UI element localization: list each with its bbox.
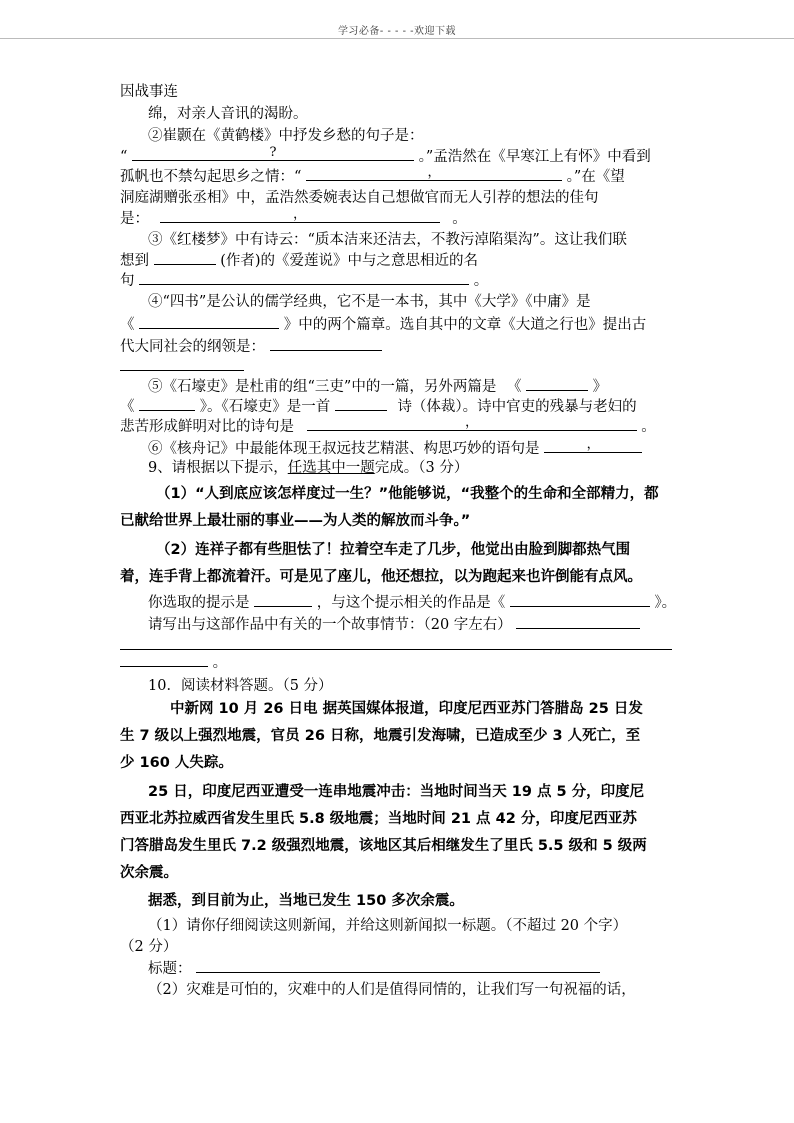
text-line xyxy=(120,166,625,187)
text-span: ⑤《石壕吏》是杜甫的组“三吏”中的一篇，另外两篇是 xyxy=(148,379,497,395)
blank-mark: ， xyxy=(586,437,600,452)
text-line xyxy=(120,416,656,437)
blank-mark: ， xyxy=(293,207,307,222)
text-span: ，与这个提示相关的作品是《 xyxy=(316,595,506,611)
blank-mark: ， xyxy=(465,415,479,430)
blank-line[interactable] xyxy=(139,396,195,411)
text-span: 。 xyxy=(212,655,228,671)
blank-line[interactable] xyxy=(306,166,562,181)
text-span: “ xyxy=(120,149,128,165)
blank-line[interactable] xyxy=(120,649,672,650)
text-span: 句 xyxy=(120,273,135,289)
text-span: (作者)的《爱莲说》中与之意思相近的名 xyxy=(220,253,479,269)
text-line: 绵，对亲人音讯的渴盼。 xyxy=(148,106,308,122)
text-line xyxy=(120,208,467,229)
text-span: 。”在《望 xyxy=(566,169,625,185)
text-line: 洞庭湖赠张丞相》中，孟浩然委婉表达自己想做官而无人引荐的想法的佳句 xyxy=(120,190,599,206)
blank-line[interactable] xyxy=(139,314,279,329)
news-line: 中新网 10 月 26 日电 据英国媒体报道，印度尼西亚苏门答腊岛 25 日发 xyxy=(170,701,643,717)
text-line xyxy=(148,614,640,635)
news-line: 25 日，印度尼西亚遭受一连串地震冲击：当地时间当天 19 点 5 分，印度尼 xyxy=(148,784,645,800)
blank-line[interactable] xyxy=(154,250,216,265)
prompt-2: （2）连祥子都有些胆怯了！拉着空车走了几步，他觉出由脸到脚都热气围 xyxy=(156,542,631,558)
blank-line[interactable] xyxy=(510,592,650,607)
text-span: 9、请根据以下提示， xyxy=(148,460,288,476)
title-answer-field[interactable] xyxy=(196,958,600,973)
text-span: 。 xyxy=(641,419,656,435)
text-span: 想到 xyxy=(120,253,149,269)
news-line: 西亚北苏拉威西省发生里氏 5.8 级地震；当地时间 21 点 42 分，印度尼西亚苏 xyxy=(120,811,637,827)
text-span: 》。《石壕吏》是一首 xyxy=(199,399,331,415)
text-span: 标题： xyxy=(148,961,192,977)
prompt-2-cont: 着，连手背上都流着汗。可是见了座儿，他还想拉，以为跑起来也许倒能有点风。 xyxy=(120,569,642,585)
blank-line[interactable] xyxy=(120,370,244,371)
text-span: 。”孟浩然在《早寒江上有怀》中看到 xyxy=(418,149,651,165)
text-line: （1）请你仔细阅读这则新闻，并给这则新闻拟一标题。（不超过 20 个字） xyxy=(148,918,628,934)
text-span: 请写出与这部作品中有关的一个故事情节：（20 字左右） xyxy=(148,617,512,633)
text-span: 任选其中一题 xyxy=(287,460,375,476)
text-span: ⑥《核舟记》中最能体现王叔远技艺精湛、构思巧妙的语句是 xyxy=(148,441,540,457)
text-line: （2 分） xyxy=(120,939,178,955)
blank-line[interactable] xyxy=(335,396,387,411)
text-span: 孤帆也不禁勾起思乡之情：“ xyxy=(120,169,302,185)
blank-line[interactable] xyxy=(160,208,440,223)
text-span: 。 xyxy=(473,273,489,289)
blank-mark: ， xyxy=(427,165,441,180)
text-span: 是： xyxy=(120,211,149,227)
question-10: 10．阅读材料答题。（5 分） xyxy=(148,678,333,694)
prompt-1-cont: 已献给世界上最壮丽的事业——为人类的解放而斗争。” xyxy=(120,513,471,529)
news-line: 门答腊岛发生里氏 7.2 级强烈地震，该地区其后相继发生了里氏 5.5 级和 5 级两 xyxy=(120,838,647,854)
text-line: 因战事连 xyxy=(120,84,178,100)
text-span: 你选取的提示是 xyxy=(148,595,250,611)
text-line xyxy=(120,270,488,291)
text-line xyxy=(148,376,607,397)
text-span: 》。 xyxy=(654,595,677,611)
text-line xyxy=(148,438,642,459)
title-prompt xyxy=(148,958,600,979)
text-line: ④“四书”是公认的儒学经典，它不是一本书，其中《大学》《中庸》是 xyxy=(148,294,591,310)
blank-line[interactable] xyxy=(544,438,642,453)
text-span: 完成。（3 分） xyxy=(374,460,469,476)
text-span: 》中的两个篇章。选自其中的文章《大道之行也》提出古 xyxy=(283,317,647,333)
text-line xyxy=(120,314,646,335)
prompt-1: （1）“人到底应该怎样度过一生？”他能够说，“我整个的生命和全部精力，都 xyxy=(156,486,659,502)
blank-line[interactable] xyxy=(132,146,414,161)
blank-line[interactable] xyxy=(516,614,640,629)
text-line: ③《红楼梦》中有诗云：“质本洁来还洁去，不教污淖陷渠沟”。这让我们联 xyxy=(148,232,627,248)
blank-mark: ? xyxy=(269,145,277,160)
news-line: 少 160 人失踪。 xyxy=(120,755,233,771)
text-line xyxy=(120,250,478,271)
text-span: 诗（体裁）。诗中官吏的残暴与老妇的 xyxy=(397,399,637,415)
blank-line[interactable] xyxy=(139,270,469,285)
text-line xyxy=(148,592,676,613)
blank-line[interactable] xyxy=(307,416,637,431)
text-span: 》 xyxy=(592,379,608,395)
text-line xyxy=(120,652,227,673)
news-line: 生 7 级以上强烈地震，官员 26 日称，地震引发海啸，已造成至少 3 人死亡，至 xyxy=(120,728,641,744)
text-span: 。 xyxy=(452,211,467,227)
blank-line[interactable] xyxy=(254,592,312,607)
blank-line[interactable] xyxy=(270,336,382,351)
text-line xyxy=(120,336,382,357)
text-span: 《 xyxy=(120,399,135,415)
blank-line[interactable] xyxy=(120,652,208,667)
text-span: 《 xyxy=(120,317,135,333)
text-span: 悲苦形成鲜明对比的诗句是 xyxy=(120,419,294,435)
news-line: 次余震。 xyxy=(120,865,178,881)
text-line xyxy=(148,458,468,478)
text-span: 《 xyxy=(506,379,522,395)
blank-line[interactable] xyxy=(526,376,588,391)
page-header: 学习必备- - - - -欢迎下载 xyxy=(337,26,457,37)
news-line: 据悉，到目前为止，当地已发生 150 多次余震。 xyxy=(148,893,464,909)
text-span: 代大同社会的纲领是： xyxy=(120,339,265,355)
text-line: （2）灾难是可怕的，灾难中的人们是值得同情的，让我们写一句祝福的话， xyxy=(148,982,636,998)
text-line: ②崔颢在《黄鹤楼》中抒发乡愁的句子是： xyxy=(148,128,424,144)
